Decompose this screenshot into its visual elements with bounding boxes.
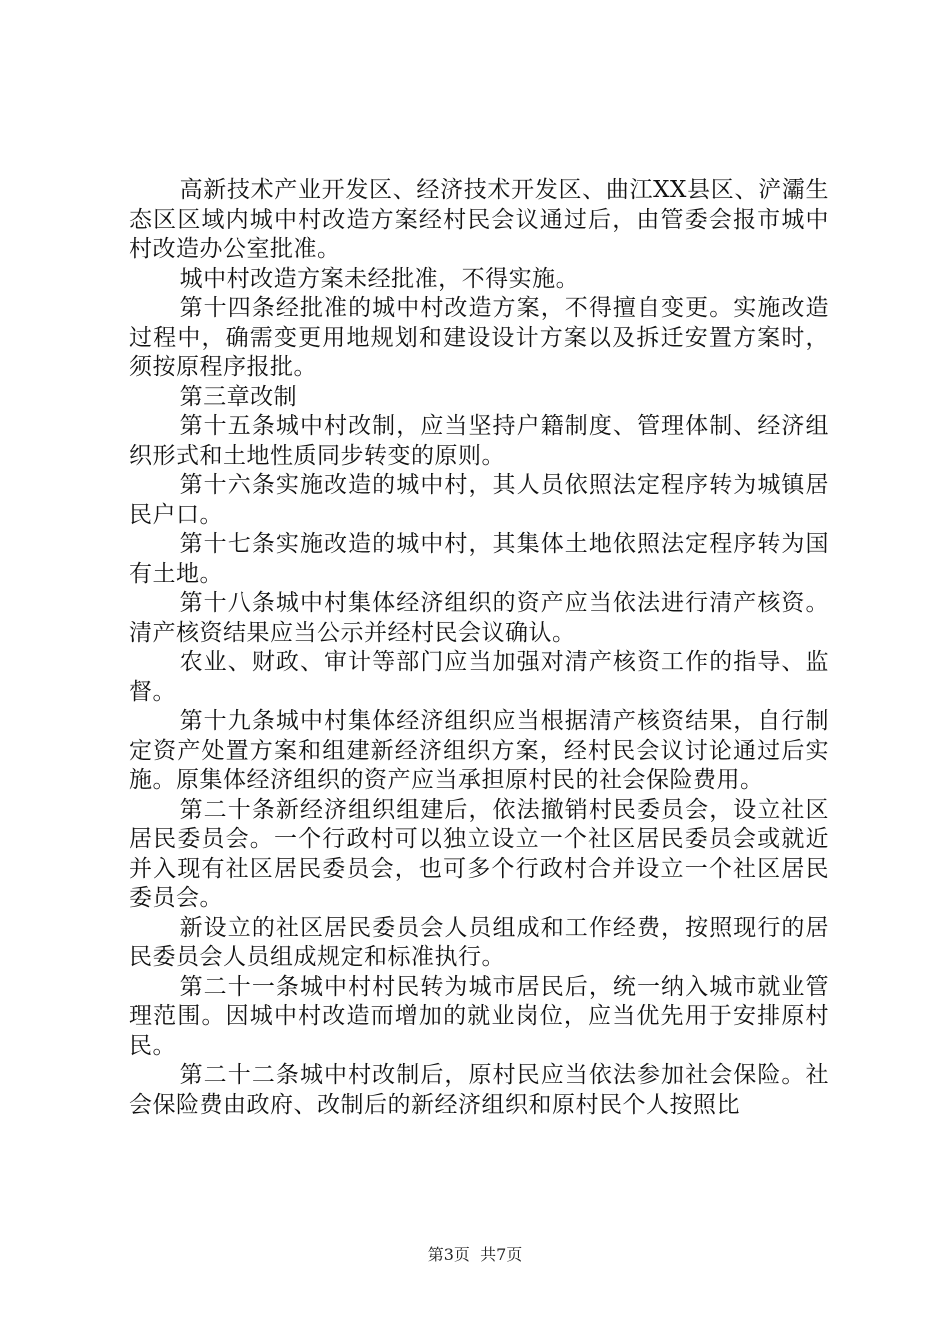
paragraph: 城中村改造方案未经批准，不得实施。 xyxy=(179,265,580,292)
page-number: 第3页 xyxy=(427,1245,470,1264)
paragraph: 第二十二条城中村改制后，原村民应当依法参加社会保险。社会保险费由政府、改制后的新经济组织和原村民个人按照比 xyxy=(129,1062,829,1118)
paragraph: 第十四条经批准的城中村改造方案，不得擅自变更。实施改造过程中，确需变更用地规划和建设设计方案以及拆迁安置方案时，须按原程序报批。 xyxy=(129,295,829,380)
paragraph: 农业、财政、审计等部门应当加强对清产核资工作的指导、监督。 xyxy=(129,649,829,705)
total-pages: 共7页 xyxy=(480,1245,523,1264)
document-body xyxy=(129,176,829,1120)
page-footer xyxy=(0,1242,950,1265)
paragraph: 高新技术产业开发区、经济技术开发区、曲江XX县区、浐灞生态区区域内城中村改造方案经村民会议通过后，由管委会报市城中村改造办公室批准。 xyxy=(129,177,829,262)
paragraph: 第二十条新经济组织组建后，依法撤销村民委员会，设立社区居民委员会。一个行政村可以独立设立一个社区居民委员会或就近并入现有社区居民委员会，也可多个行政村合并设立一个社区居民委员会。 xyxy=(129,796,829,911)
paragraph: 第十六条实施改造的城中村，其人员依照法定程序转为城镇居民户口。 xyxy=(129,472,829,528)
footer-separator xyxy=(470,1245,480,1264)
paragraph: 第十五条城中村改制，应当坚持户籍制度、管理体制、经济组织形式和土地性质同步转变的原则。 xyxy=(129,413,829,469)
chapter-heading: 第三章改制 xyxy=(179,383,298,410)
paragraph: 新设立的社区居民委员会人员组成和工作经费，按照现行的居民委员会人员组成规定和标准执行。 xyxy=(129,914,829,970)
paragraph: 第十七条实施改造的城中村，其集体土地依照法定程序转为国有土地。 xyxy=(129,531,829,587)
paragraph: 第十九条城中村集体经济组织应当根据清产核资结果，自行制定资产处置方案和组建新经济组织方案，经村民会议讨论通过后实施。原集体经济组织的资产应当承担原村民的社会保险费用。 xyxy=(129,708,829,793)
paragraph: 第十八条城中村集体经济组织的资产应当依法进行清产核资。清产核资结果应当公示并经村民会议确认。 xyxy=(129,590,829,646)
paragraph: 第二十一条城中村村民转为城市居民后，统一纳入城市就业管理范围。因城中村改造而增加的就业岗位，应当优先用于安排原村民。 xyxy=(129,973,829,1059)
